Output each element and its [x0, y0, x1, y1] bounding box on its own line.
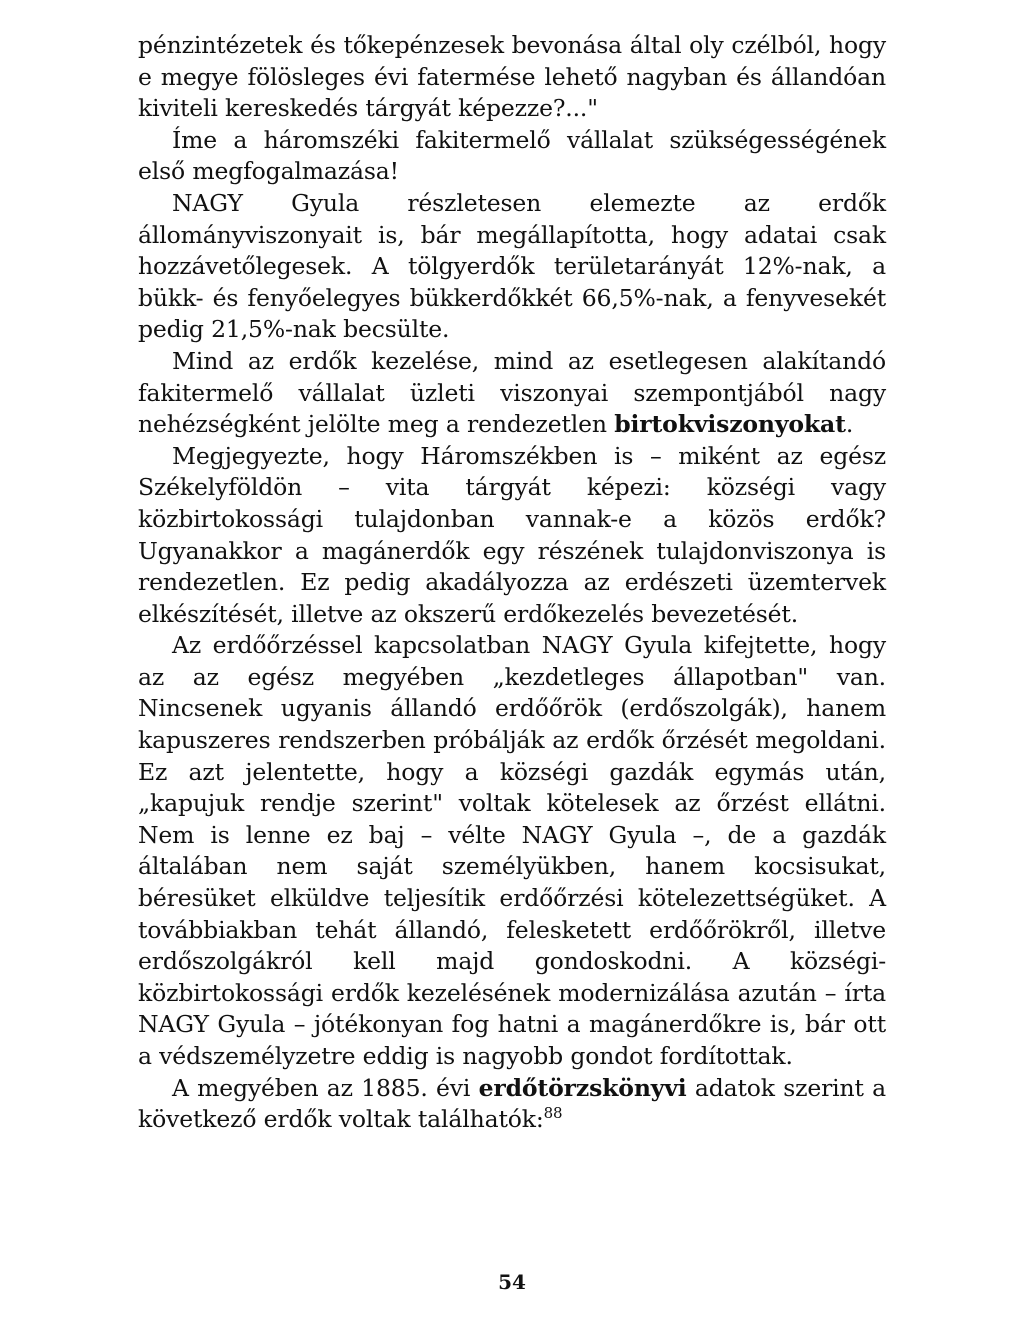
paragraph-1885-register — [138, 1073, 886, 1136]
paragraph-text: . — [845, 410, 854, 439]
paragraph-ownership — [138, 346, 886, 441]
paragraph-text: Az erdőőrzéssel kapcsolatban NAGY Gyula kifejtette, hogy az az egész megyében „kezdetleges állapotban" van. Nincsenek ugyanis állandó erdőőrök (erdőszolgák), hanem kapuszeres rendszerben próbálják az erdők őrzését megoldani. Ez azt jelentette, hogy a községi gazdák egymás után, „kapujuk rendje szerint" voltak kötelesek az őrzést ellátni. Nem is lenne ez baj – vélte NAGY Gyula –, de a gazdák általában nem saját személyükben, hanem kocsisukat, béresüket elküldve teljesítik erdőőrzési kötelezettségüket. A továbbiakban tehát állandó, felesketett erdőőrökről, illetve erdőszolgákról kell majd gondoskodni. A községi-közbirtokossági erdők kezelésének modernizálása azután – írta NAGY Gyula – jótékonyan fog hatni a magánerdőkre is, bár ott a védszemélyzetre eddig is nagyobb gondot fordítottak. — [138, 631, 886, 1070]
paragraph-forest-guarding — [138, 630, 886, 1072]
page-number: 54 — [498, 1270, 526, 1294]
paragraph-text: NAGY Gyula részletesen elemezte az erdők állományviszonyait is, bár megállapította, hogy adatai csak hozzávetőlegesek. A tölgyerdők területarányát 12%-nak, a bükk- és fenyőelegyes bükkerdőkkét 66,5%-nak, a fenyvesekét pedig 21,5%-nak becsülte. — [138, 188, 886, 344]
bold-term-birtokviszonyokat: birtokviszonyokat — [614, 410, 846, 439]
paragraph-text: Megjegyezte, hogy Háromszékben is – miként az egész Székelyföldön – vita tárgyát képezi: községi vagy közbirtokossági tulajdonban vannak-e a közös erdők? Ugyanakkor a magánerdők egy részének tulajdonviszonya is rendezetlen. Ez pedig akadályozza az erdészeti üzemtervek elkészítését, illetve az okszerű erdőkezelés bevezetését. — [138, 441, 886, 628]
paragraph-ime — [138, 125, 886, 188]
paragraph-text: Íme a háromszéki fakitermelő vállalat szükségességének első megfogalmazása! — [138, 125, 886, 186]
paragraph-continuation — [138, 30, 886, 125]
paragraph-text: pénzintézetek és tőkepénzesek bevonása által oly czélból, hogy e megye fölösleges évi fatermése lehető nagyban és állandóan kiviteli kereskedés tárgyát képezze?..." — [138, 31, 886, 123]
paragraph-forest-composition — [138, 188, 886, 346]
book-page-body — [138, 30, 886, 1136]
footnote-reference[interactable]: 88 — [543, 1104, 563, 1123]
paragraph-text: adatok szerint a következő erdők voltak találhatók: — [138, 1073, 886, 1134]
bold-term-erdotorzskonyvi: erdőtörzskönyvi — [478, 1073, 687, 1102]
paragraph-text: A megyében az 1885. évi — [172, 1073, 479, 1102]
paragraph-szekelyfold — [138, 441, 886, 631]
paragraph-text: Mind az erdők kezelése, mind az esetlegesen alakítandó fakitermelő vállalat üzleti viszonyai szempontjából nagy nehézségként jelölte meg a rendezetlen — [138, 346, 886, 439]
